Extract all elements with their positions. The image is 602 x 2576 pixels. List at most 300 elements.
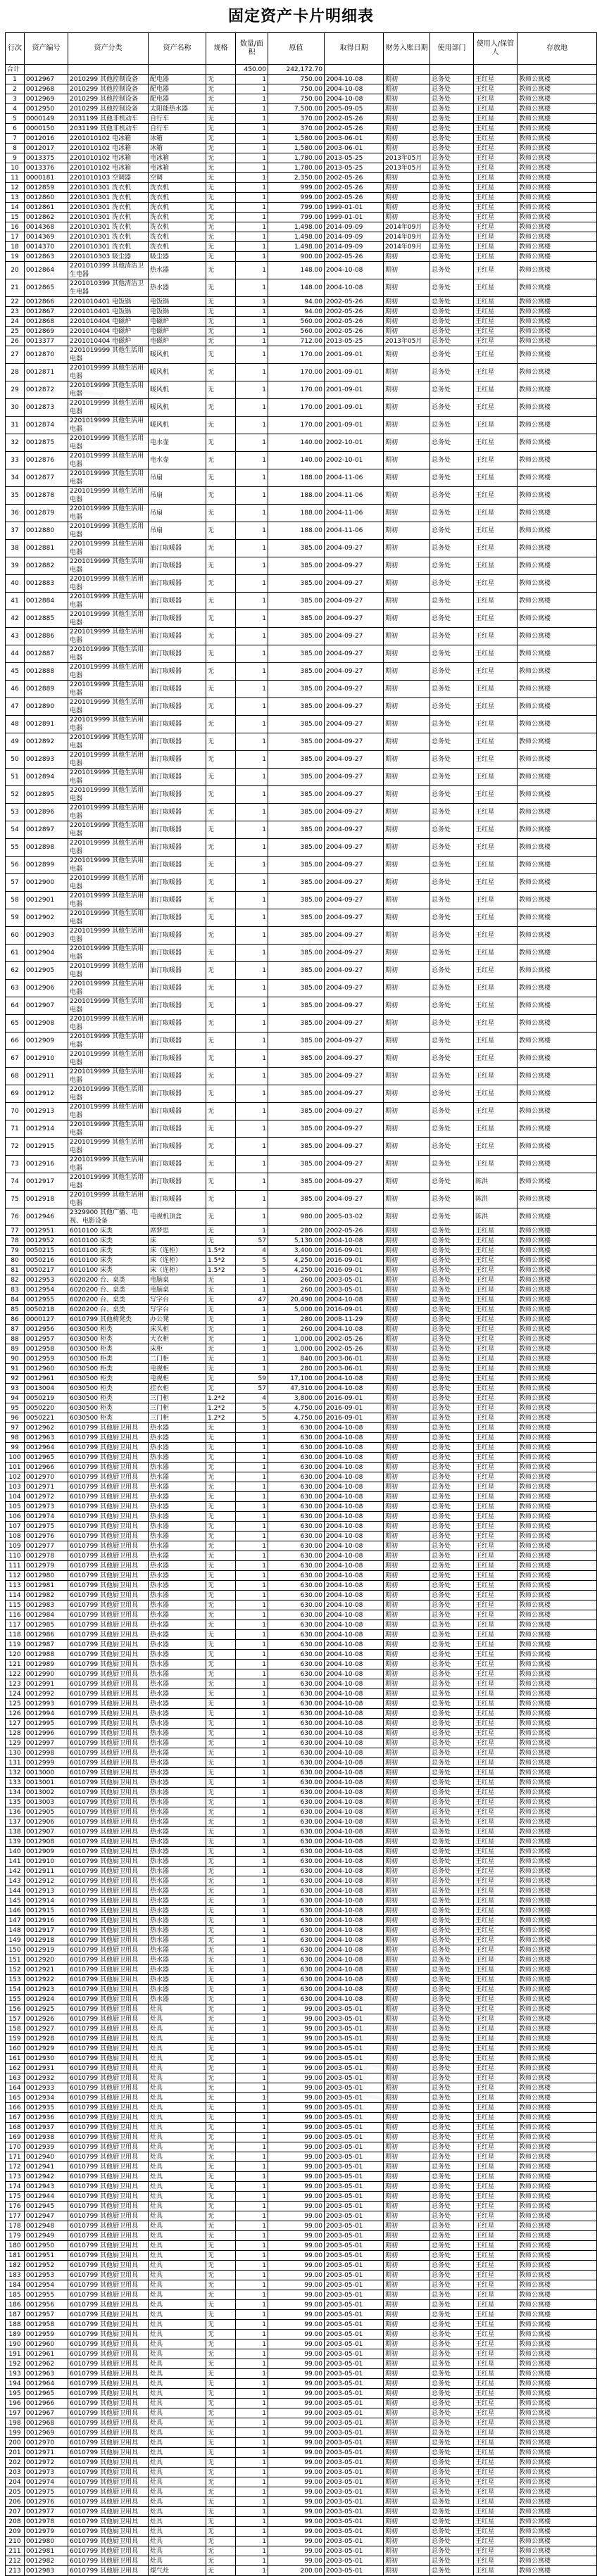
cell-booking-date: 期初 — [384, 1492, 430, 1502]
cell-asset-category: 2201019999 其他生活用电器 — [68, 909, 149, 927]
cell-booking-date: 期初 — [384, 2073, 430, 2083]
cell-booking-date: 期初 — [384, 364, 430, 381]
cell-asset-name: 写字台 — [149, 1305, 206, 1315]
cell-custodian: 王红星 — [474, 2064, 518, 2073]
cell-department: 总务处 — [430, 1679, 474, 1689]
cell-custodian: 王红星 — [474, 279, 518, 297]
cell-asset-code: 0012881 — [25, 540, 68, 557]
table-row — [6, 1600, 597, 1610]
cell-asset-code: 0012970 — [25, 1472, 68, 1482]
cell-asset-category: 6010799 其他厨卫用具 — [68, 1492, 149, 1502]
table-row — [6, 1344, 597, 1354]
cell-row-no: 158 — [6, 2024, 25, 2034]
cell-asset-code: 0012958 — [25, 2320, 68, 2330]
cell-location: 教师公寓楼 — [518, 144, 597, 153]
cell-department: 总务处 — [430, 213, 474, 222]
cell-original-value: 630.00 — [268, 1758, 325, 1768]
cell-asset-category: 6010799 其他厨卫用具 — [68, 2389, 149, 2399]
cell-acquire-date: 2004-10-08 — [325, 1433, 384, 1443]
cell-department: 总务处 — [430, 1660, 474, 1669]
cell-asset-code: 0012986 — [25, 1630, 68, 1640]
cell-row-no: 102 — [6, 1472, 25, 1482]
cell-booking-date: 期初 — [384, 1305, 430, 1315]
cell-booking-date: 期初 — [384, 1926, 430, 1936]
cell-quantity: 4 — [236, 1394, 268, 1403]
cell-original-value: 630.00 — [268, 1571, 325, 1581]
cell-spec: 无 — [206, 346, 236, 364]
cell-location: 教师公寓楼 — [518, 1788, 597, 1798]
cell-custodian: 王红星 — [474, 1896, 518, 1906]
cell-original-value: 630.00 — [268, 1886, 325, 1896]
table-row — [6, 1660, 597, 1669]
table-row — [6, 452, 597, 469]
cell-row-no: 83 — [6, 1285, 25, 1295]
cell-original-value: 630.00 — [268, 1788, 325, 1798]
table-row — [6, 997, 597, 1015]
cell-booking-date: 期初 — [384, 1916, 430, 1926]
table-row — [6, 786, 597, 804]
cell-booking-date: 期初 — [384, 1847, 430, 1857]
cell-row-no: 78 — [6, 1236, 25, 1246]
cell-department: 总务处 — [430, 1837, 474, 1847]
cell-asset-name: 热水器 — [149, 1837, 206, 1847]
cell-quantity: 1 — [236, 1275, 268, 1285]
cell-asset-category: 6010799 其他厨卫用具 — [68, 2340, 149, 2349]
col-asset-code: 资产编号 — [25, 33, 68, 65]
cell-booking-date: 期初 — [384, 927, 430, 945]
cell-spec: 无 — [206, 945, 236, 962]
cell-asset-name: 灶具 — [149, 2497, 206, 2507]
cell-acquire-date: 2003-05-01 — [325, 2064, 384, 2073]
cell-asset-name: 配电器 — [149, 94, 206, 104]
cell-quantity: 1 — [236, 2241, 268, 2251]
cell-original-value: 385.00 — [268, 821, 325, 839]
cell-booking-date: 期初 — [384, 262, 430, 279]
cell-location: 教师公寓楼 — [518, 1936, 597, 1945]
cell-asset-name: 油汀取暖器 — [149, 1050, 206, 1068]
cell-original-value: 630.00 — [268, 1729, 325, 1738]
cell-custodian: 王红星 — [474, 2221, 518, 2231]
cell-booking-date: 期初 — [384, 1620, 430, 1630]
cell-asset-name: 热水器 — [149, 1541, 206, 1551]
cell-original-value: 280.00 — [268, 1364, 325, 1374]
cell-spec: 无 — [206, 1729, 236, 1738]
cell-spec: 无 — [206, 2527, 236, 2537]
cell-custodian: 王红星 — [474, 1364, 518, 1374]
table-row — [6, 469, 597, 487]
cell-asset-category: 2201019999 其他生活用电器 — [68, 452, 149, 469]
cell-row-no: 141 — [6, 1857, 25, 1867]
cell-quantity: 1 — [236, 487, 268, 505]
cell-department: 总务处 — [430, 1886, 474, 1896]
table-row — [6, 2379, 597, 2389]
cell-spec: 无 — [206, 1798, 236, 1807]
cell-asset-name: 油汀取暖器 — [149, 1156, 206, 1173]
cell-acquire-date: 2004-10-08 — [325, 1837, 384, 1847]
cell-original-value: 630.00 — [268, 1778, 325, 1788]
cell-asset-name: 灶具 — [149, 2300, 206, 2310]
cell-custodian: 王红星 — [474, 1275, 518, 1285]
cell-booking-date: 期初 — [384, 1640, 430, 1650]
cell-department: 总务处 — [430, 1906, 474, 1916]
cell-department: 总务处 — [430, 2271, 474, 2280]
cell-original-value: 799.00 — [268, 213, 325, 222]
cell-custodian: 王红星 — [474, 2359, 518, 2369]
col-row-no: 行次 — [6, 33, 25, 65]
cell-quantity: 1 — [236, 2477, 268, 2487]
cell-asset-code: 0012989 — [25, 1660, 68, 1669]
cell-asset-code: 0012990 — [25, 1669, 68, 1679]
cell-spec: 无 — [206, 2024, 236, 2034]
cell-asset-code: 0012981 — [25, 1581, 68, 1591]
cell-spec: 无 — [206, 1857, 236, 1867]
cell-original-value: 385.00 — [268, 927, 325, 945]
cell-asset-code: 0012930 — [25, 2054, 68, 2064]
cell-location: 教师公寓楼 — [518, 84, 597, 94]
cell-asset-name: 油汀取暖器 — [149, 1015, 206, 1033]
cell-acquire-date: 2004-09-27 — [325, 1103, 384, 1120]
cell-custodian: 王红星 — [474, 1463, 518, 1472]
cell-original-value: 750.00 — [268, 75, 325, 84]
table-row — [6, 1591, 597, 1600]
cell-custodian: 王红星 — [474, 1103, 518, 1120]
table-row — [6, 1532, 597, 1541]
cell-asset-code: 0012972 — [25, 1492, 68, 1502]
cell-location: 教师公寓楼 — [518, 1403, 597, 1413]
cell-custodian: 王红星 — [474, 786, 518, 804]
cell-quantity: 1 — [236, 399, 268, 417]
cell-department: 总务处 — [430, 434, 474, 452]
cell-booking-date: 期初 — [384, 1798, 430, 1807]
cell-department: 总务处 — [430, 505, 474, 522]
cell-location: 教师公寓楼 — [518, 769, 597, 786]
cell-custodian: 王红星 — [474, 962, 518, 980]
cell-spec: 无 — [206, 1886, 236, 1896]
cell-quantity: 1 — [236, 2300, 268, 2310]
cell-row-no: 137 — [6, 1817, 25, 1827]
cell-asset-name: 床（连柜） — [149, 1246, 206, 1256]
cell-asset-code: 0012962 — [25, 1423, 68, 1433]
cell-booking-date: 期初 — [384, 1876, 430, 1886]
cell-asset-code: 0012907 — [25, 1827, 68, 1837]
cell-original-value: 385.00 — [268, 540, 325, 557]
cell-quantity: 1 — [236, 262, 268, 279]
cell-spec: 无 — [206, 2073, 236, 2083]
table-row — [6, 1325, 597, 1334]
cell-original-value: 99.00 — [268, 2280, 325, 2290]
cell-department: 总务处 — [430, 1748, 474, 1758]
table-row — [6, 1640, 597, 1650]
cell-department: 总务处 — [430, 1847, 474, 1857]
cell-acquire-date: 2004-10-08 — [325, 1679, 384, 1689]
cell-row-no: 210 — [6, 2537, 25, 2546]
table-row — [6, 94, 597, 104]
cell-department: 总务处 — [430, 2546, 474, 2556]
cell-location: 教师公寓楼 — [518, 104, 597, 114]
cell-booking-date: 期初 — [384, 1384, 430, 1394]
cell-custodian: 王红星 — [474, 2438, 518, 2448]
cell-acquire-date: 2003-05-01 — [325, 2241, 384, 2251]
cell-department: 总务处 — [430, 1541, 474, 1551]
cell-row-no: 160 — [6, 2044, 25, 2054]
cell-quantity: 1 — [236, 1120, 268, 1138]
cell-asset-name: 灶具 — [149, 2133, 206, 2142]
table-row — [6, 2418, 597, 2428]
cell-original-value: 99.00 — [268, 2083, 325, 2093]
cell-spec: 无 — [206, 114, 236, 124]
cell-quantity: 1 — [236, 645, 268, 663]
cell-department: 总务处 — [430, 203, 474, 213]
cell-original-value: 385.00 — [268, 593, 325, 610]
table-row — [6, 505, 597, 522]
cell-row-no: 169 — [6, 2133, 25, 2142]
cell-asset-code: 0012892 — [25, 733, 68, 751]
cell-location: 教师公寓楼 — [518, 124, 597, 134]
cell-quantity: 1 — [236, 1679, 268, 1689]
cell-acquire-date: 2013-05-25 — [325, 163, 384, 173]
cell-location: 教师公寓楼 — [518, 892, 597, 909]
cell-spec: 无 — [206, 751, 236, 769]
cell-booking-date: 期初 — [384, 469, 430, 487]
cell-location: 教师公寓楼 — [518, 1926, 597, 1936]
cell-spec: 无 — [206, 1640, 236, 1650]
cell-spec: 无 — [206, 2438, 236, 2448]
cell-custodian: 王红星 — [474, 134, 518, 144]
table-row — [6, 1492, 597, 1502]
table-row — [6, 2349, 597, 2359]
cell-asset-name: 床（连柜） — [149, 1265, 206, 1275]
cell-spec: 无 — [206, 628, 236, 645]
cell-acquire-date: 2004-10-08 — [325, 1729, 384, 1738]
table-row — [6, 2073, 597, 2083]
cell-acquire-date: 2004-09-27 — [325, 927, 384, 945]
cell-booking-date: 期初 — [384, 1561, 430, 1571]
cell-quantity: 1 — [236, 1738, 268, 1748]
cell-department: 总务处 — [430, 2537, 474, 2546]
cell-asset-name: 热水器 — [149, 1551, 206, 1561]
table-row — [6, 2261, 597, 2271]
cell-asset-category: 6010799 其他厨卫用具 — [68, 1788, 149, 1798]
cell-asset-category: 6010799 其他厨卫用具 — [68, 1916, 149, 1926]
cell-department: 总务处 — [430, 1571, 474, 1581]
cell-asset-code: 0012875 — [25, 434, 68, 452]
table-row — [6, 213, 597, 222]
cell-asset-name: 油汀取暖器 — [149, 698, 206, 716]
cell-booking-date: 期初 — [384, 1689, 430, 1699]
cell-asset-code: 0012963 — [25, 2369, 68, 2379]
cell-booking-date: 期初 — [384, 663, 430, 681]
cell-quantity: 1 — [236, 1827, 268, 1837]
cell-booking-date: 期初 — [384, 733, 430, 751]
cell-spec: 无 — [206, 575, 236, 593]
cell-asset-category: 2201019999 其他生活用电器 — [68, 399, 149, 417]
cell-asset-name: 热水器 — [149, 1817, 206, 1827]
cell-asset-name: 热水器 — [149, 1581, 206, 1591]
cell-custodian: 王红星 — [474, 2330, 518, 2340]
cell-asset-name: 热水器 — [149, 1709, 206, 1719]
cell-booking-date: 期初 — [384, 94, 430, 104]
cell-asset-category: 6010799 其他厨卫用具 — [68, 2379, 149, 2389]
cell-acquire-date: 2004-09-27 — [325, 980, 384, 997]
cell-spec: 无 — [206, 733, 236, 751]
cell-location: 教师公寓楼 — [518, 153, 597, 163]
cell-acquire-date: 2004-10-08 — [325, 1374, 384, 1384]
cell-asset-category: 2201010404 电磁炉 — [68, 336, 149, 346]
cell-original-value: 17,100.00 — [268, 1374, 325, 1384]
cell-quantity: 1 — [236, 2458, 268, 2468]
cell-asset-code: 0012869 — [25, 327, 68, 336]
cell-asset-category: 6010799 其他厨卫用具 — [68, 2330, 149, 2340]
table-row — [6, 1886, 597, 1896]
cell-row-no: 85 — [6, 1305, 25, 1315]
cell-booking-date: 期初 — [384, 1208, 430, 1226]
table-row — [6, 2428, 597, 2438]
cell-row-no: 131 — [6, 1758, 25, 1768]
cell-original-value: 630.00 — [268, 1867, 325, 1876]
cell-custodian: 陈洪 — [474, 1208, 518, 1226]
cell-department: 总务处 — [430, 1758, 474, 1768]
cell-asset-code: 0012951 — [25, 2251, 68, 2261]
table-row — [6, 1906, 597, 1916]
cell-original-value: 630.00 — [268, 1709, 325, 1719]
cell-location: 教师公寓楼 — [518, 399, 597, 417]
cell-asset-name: 油汀取暖器 — [149, 733, 206, 751]
cell-location: 教师公寓楼 — [518, 909, 597, 927]
cell-spec: 无 — [206, 1463, 236, 1472]
cell-asset-name: 油汀取暖器 — [149, 593, 206, 610]
cell-asset-category: 6010799 其他厨卫用具 — [68, 2359, 149, 2369]
cell-asset-code: 0000150 — [25, 124, 68, 134]
cell-asset-category: 2201019999 其他生活用电器 — [68, 434, 149, 452]
cell-asset-category: 2201019999 其他生活用电器 — [68, 733, 149, 751]
cell-location: 教师公寓楼 — [518, 2408, 597, 2418]
cell-asset-code: 0012979 — [25, 2527, 68, 2537]
table-row — [6, 75, 597, 84]
cell-booking-date: 期初 — [384, 1285, 430, 1295]
cell-acquire-date: 2002-05-26 — [325, 1344, 384, 1354]
cell-quantity: 1 — [236, 1173, 268, 1191]
cell-asset-code: 0012966 — [25, 1463, 68, 1472]
cell-booking-date: 期初 — [384, 2349, 430, 2359]
table-row — [6, 2034, 597, 2044]
cell-row-no: 135 — [6, 1798, 25, 1807]
cell-asset-code: 0012981 — [25, 2546, 68, 2556]
cell-spec: 无 — [206, 2004, 236, 2014]
cell-asset-name: 油汀取暖器 — [149, 575, 206, 593]
cell-original-value: 630.00 — [268, 1620, 325, 1630]
cell-asset-code: 0012890 — [25, 698, 68, 716]
cell-department: 总务处 — [430, 1394, 474, 1403]
cell-quantity: 1 — [236, 1226, 268, 1236]
cell-custodian: 王红星 — [474, 1246, 518, 1256]
cell-asset-code: 0012913 — [25, 1103, 68, 1120]
cell-original-value: 99.00 — [268, 2507, 325, 2517]
cell-asset-name: 灶具 — [149, 2310, 206, 2320]
cell-row-no: 10 — [6, 163, 25, 173]
cell-booking-date: 期初 — [384, 1945, 430, 1955]
cell-spec: 无 — [206, 1768, 236, 1778]
cell-asset-category: 6010799 其他厨卫用具 — [68, 1532, 149, 1541]
cell-custodian: 王红星 — [474, 839, 518, 857]
cell-row-no: 62 — [6, 962, 25, 980]
cell-row-no: 8 — [6, 144, 25, 153]
table-row — [6, 1975, 597, 1985]
cell-acquire-date: 2003-05-01 — [325, 2507, 384, 2517]
cell-department: 总务处 — [430, 1561, 474, 1571]
col-asset-category: 资产分类 — [68, 33, 149, 65]
cell-asset-code: 0012991 — [25, 1679, 68, 1689]
cell-row-no: 18 — [6, 242, 25, 252]
cell-row-no: 180 — [6, 2241, 25, 2251]
cell-booking-date: 期初 — [384, 1443, 430, 1453]
cell-original-value: 630.00 — [268, 1965, 325, 1975]
cell-custodian: 王红星 — [474, 698, 518, 716]
cell-location: 教师公寓楼 — [518, 1729, 597, 1738]
cell-booking-date: 期初 — [384, 997, 430, 1015]
cell-asset-category: 6010799 其他厨卫用具 — [68, 1433, 149, 1443]
cell-acquire-date: 2004-10-08 — [325, 1669, 384, 1679]
cell-booking-date: 期初 — [384, 1768, 430, 1778]
cell-quantity: 1 — [236, 1344, 268, 1354]
cell-quantity: 1 — [236, 2330, 268, 2340]
cell-acquire-date: 2004-10-08 — [325, 1896, 384, 1906]
cell-spec: 无 — [206, 381, 236, 399]
cell-booking-date: 期初 — [384, 2113, 430, 2123]
cell-original-value: 1,580.00 — [268, 144, 325, 153]
table-row — [6, 751, 597, 769]
cell-booking-date: 期初 — [384, 2231, 430, 2241]
cell-location: 教师公寓楼 — [518, 1807, 597, 1817]
cell-row-no: 100 — [6, 1453, 25, 1463]
cell-custodian: 王红星 — [474, 232, 518, 242]
cell-asset-name: 灶具 — [149, 2261, 206, 2271]
cell-acquire-date: 2003-05-01 — [325, 2014, 384, 2024]
cell-custodian: 王红星 — [474, 1689, 518, 1699]
cell-quantity: 1 — [236, 1955, 268, 1965]
cell-acquire-date: 2003-05-01 — [325, 2004, 384, 2014]
cell-quantity: 1 — [236, 663, 268, 681]
cell-asset-category: 6010799 其他厨卫用具 — [68, 1482, 149, 1492]
cell-asset-code: 0012905 — [25, 962, 68, 980]
cell-acquire-date: 2004-10-08 — [325, 1847, 384, 1857]
cell-row-no: 113 — [6, 1581, 25, 1591]
cell-original-value: 99.00 — [268, 2221, 325, 2231]
cell-booking-date: 期初 — [384, 557, 430, 575]
cell-location: 教师公寓楼 — [518, 1896, 597, 1906]
cell-quantity: 1 — [236, 2202, 268, 2211]
cell-location: 教师公寓楼 — [518, 751, 597, 769]
cell-asset-name: 油汀取暖器 — [149, 839, 206, 857]
cell-asset-category: 2201019999 其他生活用电器 — [68, 364, 149, 381]
cell-asset-name: 油汀取暖器 — [149, 663, 206, 681]
cell-custodian: 王红星 — [474, 892, 518, 909]
cell-original-value: 170.00 — [268, 399, 325, 417]
cell-spec: 无 — [206, 124, 236, 134]
cell-asset-name: 热水器 — [149, 1522, 206, 1532]
cell-quantity: 5 — [236, 1413, 268, 1423]
cell-custodian: 王红星 — [474, 610, 518, 628]
cell-spec: 无 — [206, 769, 236, 786]
cell-row-no: 34 — [6, 469, 25, 487]
cell-asset-code: 0012985 — [25, 1620, 68, 1630]
cell-asset-category: 6010799 其他厨卫用具 — [68, 1955, 149, 1965]
cell-booking-date: 期初 — [384, 839, 430, 857]
cell-row-no: 108 — [6, 1532, 25, 1541]
cell-asset-category: 2201019999 其他生活用电器 — [68, 469, 149, 487]
cell-spec: 无 — [206, 681, 236, 698]
cell-quantity: 1 — [236, 557, 268, 575]
cell-acquire-date: 2003-05-01 — [325, 2487, 384, 2497]
